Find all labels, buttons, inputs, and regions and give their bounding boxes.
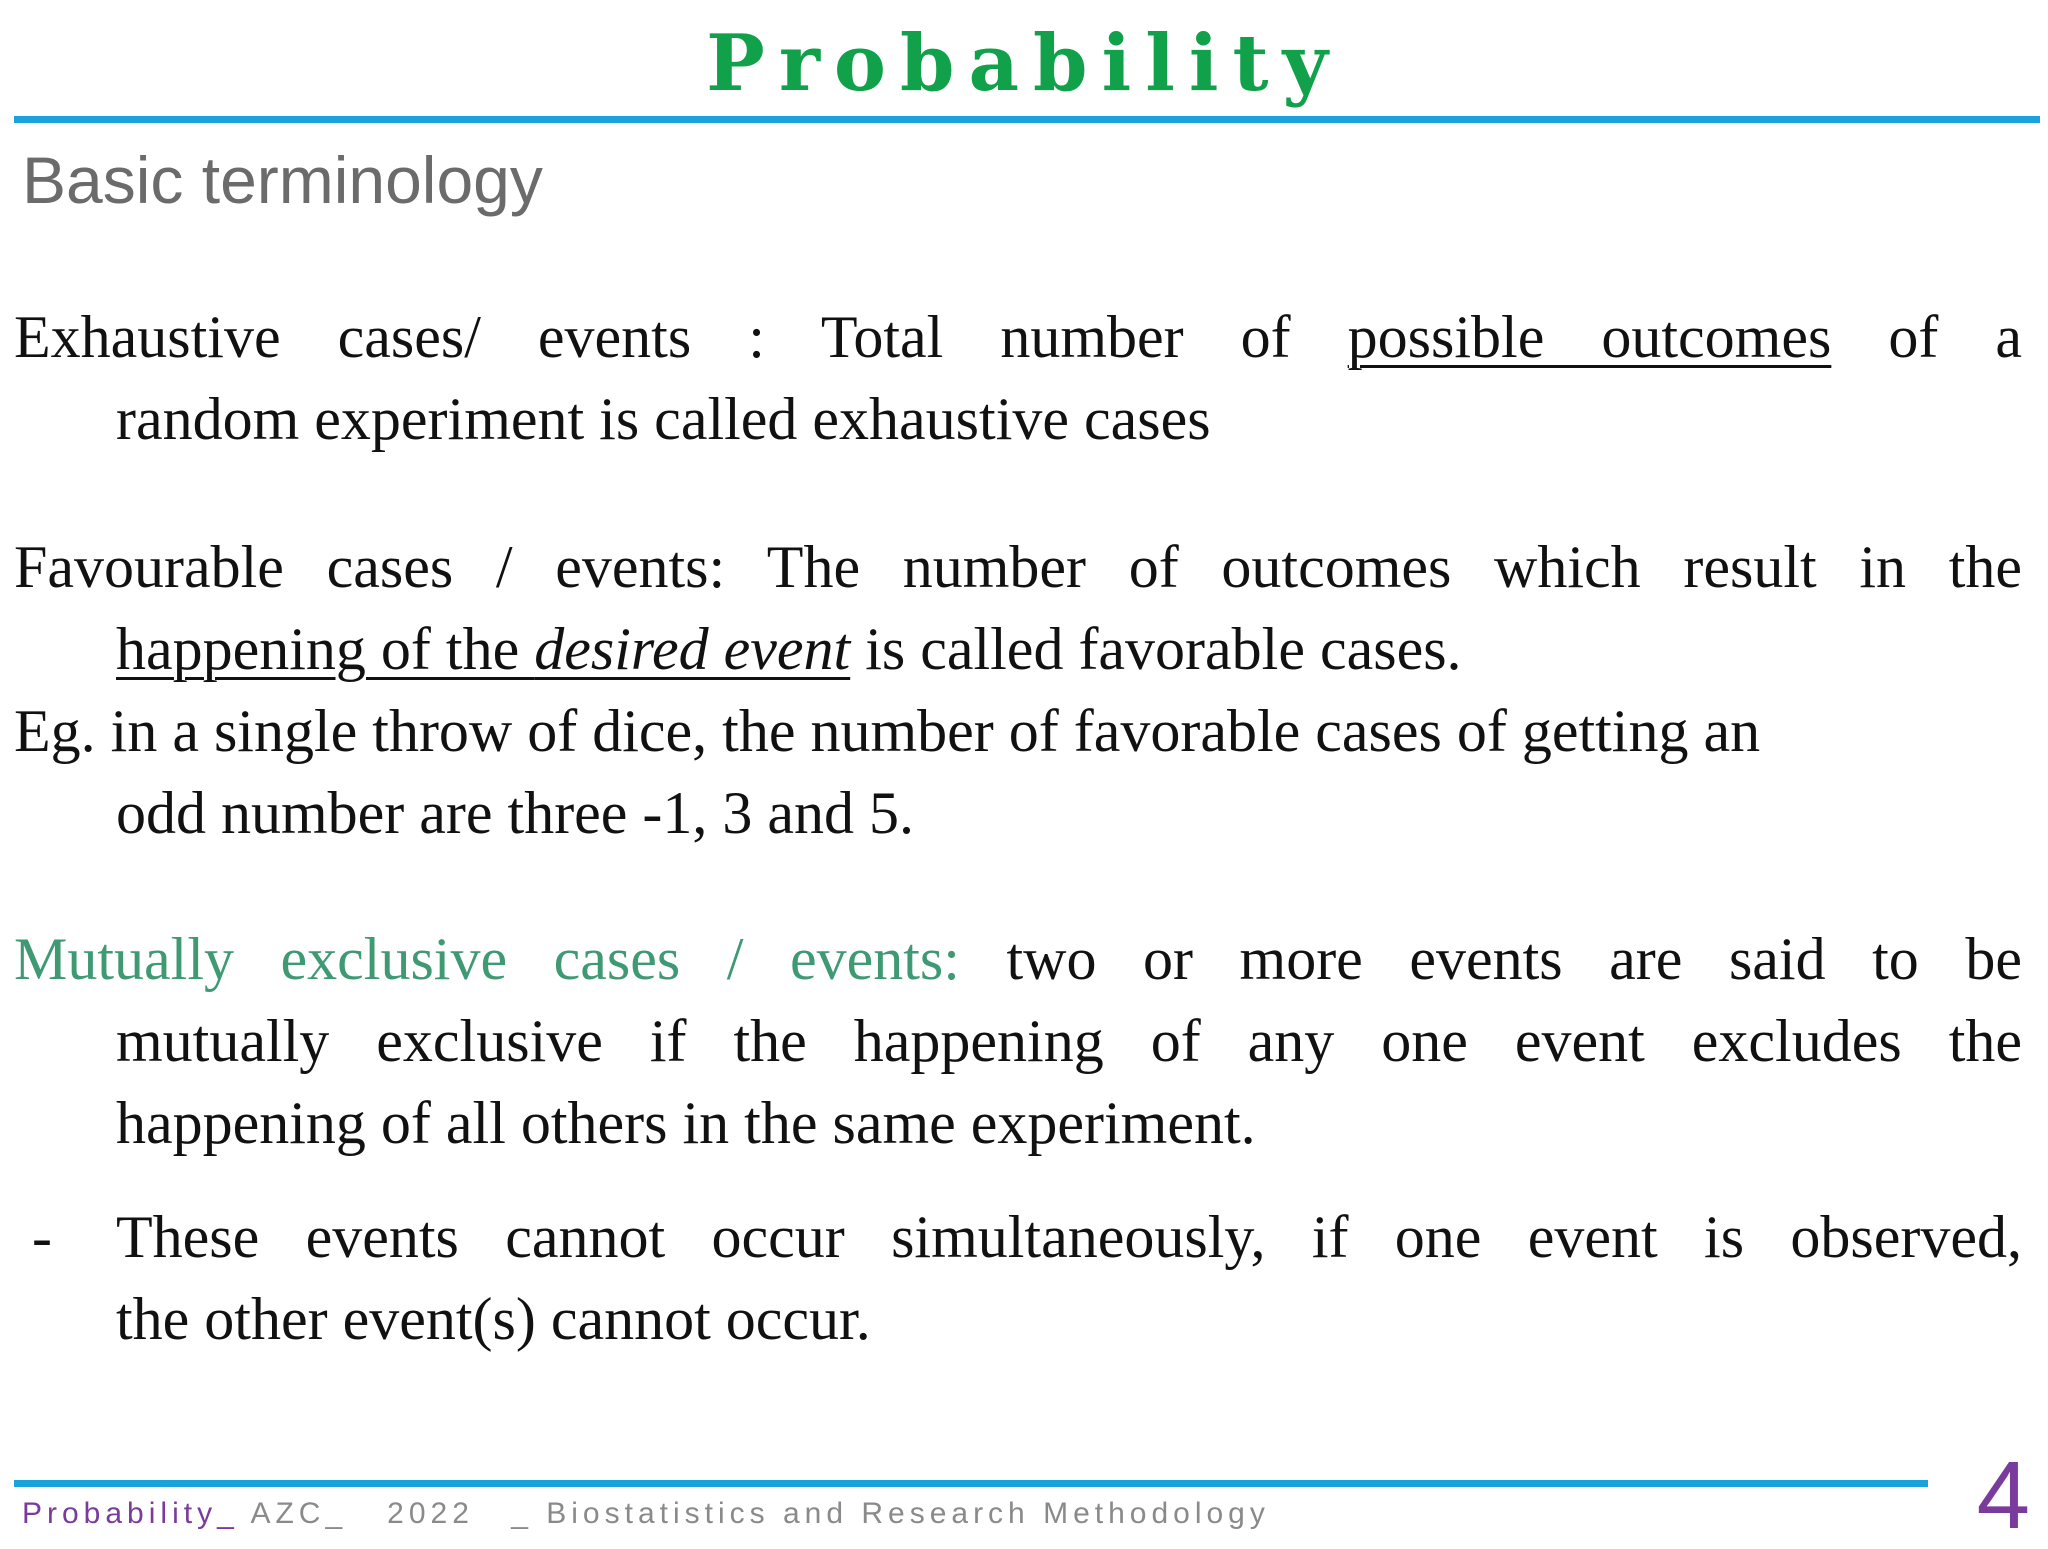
favourable-line-2 (14, 608, 2022, 690)
favourable-term: Favourable cases / events: (14, 534, 726, 600)
desired-event-italic: desired event (534, 616, 851, 682)
footer-course: _ Biostatistics and Research Methodology (497, 1497, 1270, 1530)
page-title: Probability (706, 18, 1342, 109)
exhaustive-definition (14, 296, 2022, 460)
favourable-line-1 (14, 526, 2022, 608)
bullet-line-2: the other event(s) cannot occur. (116, 1286, 871, 1352)
section-subtitle: Basic terminology (22, 143, 543, 217)
mutually-line-2: mutually exclusive if the happening of any one event excludes the (116, 1008, 2022, 1074)
exhaustive-line-1 (14, 296, 2022, 378)
mutually-exclusive-definition (14, 918, 2022, 1164)
exhaustive-line-2: random experiment is called exhaustive cases (116, 386, 1211, 452)
footer-text (22, 1494, 1270, 1534)
footer-divider (14, 1480, 1928, 1487)
mutually-text: two or more events are said to be (959, 926, 2022, 992)
page-number: 4 (1976, 1442, 2030, 1549)
bullet-line-1: These events cannot occur simultaneously, if one event is observed, (116, 1204, 2022, 1270)
exhaustive-text: Total number of (820, 304, 1348, 370)
favourable-definition (14, 526, 2022, 854)
bullet-note (14, 1196, 2022, 1360)
footer-author: AZC_ (238, 1497, 348, 1530)
exhaustive-separator: : (691, 304, 821, 370)
footer-topic: Probability_ (22, 1497, 239, 1530)
favourable-line-2-rest: is called favorable cases. (850, 616, 1462, 682)
example-line-2: odd number are three -1, 3 and 5. (116, 780, 915, 846)
favourable-text: The number of outcomes which result in the (725, 534, 2022, 600)
header-divider (14, 116, 2040, 123)
mutually-exclusive-term: Mutually exclusive cases / events: (14, 926, 960, 992)
bullet-dash: - (32, 1204, 52, 1270)
mutually-line-3: happening of all others in the same experiment. (116, 1090, 1256, 1156)
mutually-line-1 (14, 918, 2022, 1000)
exhaustive-term: Exhaustive cases/ events (14, 304, 692, 370)
exhaustive-text-end: of a (1831, 304, 2022, 370)
possible-outcomes-underlined: possible outcomes (1347, 304, 1832, 370)
happening-text: happening of the (116, 616, 535, 682)
example-line-1: Eg. in a single throw of dice, the number of favorable cases of getting an (14, 698, 1761, 764)
footer-year: 2022 (387, 1497, 474, 1530)
happening-underlined (116, 616, 850, 682)
